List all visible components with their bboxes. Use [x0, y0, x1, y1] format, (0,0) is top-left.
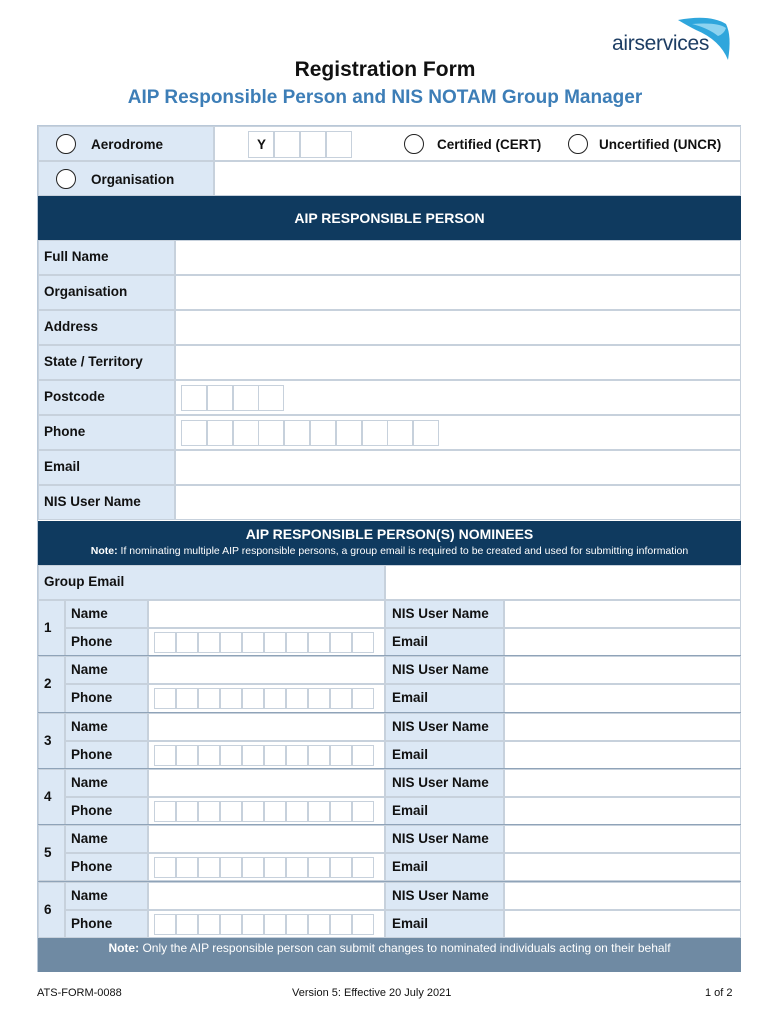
- page-subtitle: AIP Responsible Person and NIS NOTAM Group Manager: [127, 87, 643, 108]
- phone-digit-box[interactable]: [362, 420, 388, 446]
- nominee-name-field[interactable]: [148, 825, 385, 853]
- nominee-nis-label: NIS User Name: [392, 606, 489, 621]
- page-title: Registration Form: [294, 58, 476, 81]
- phone-digit-box[interactable]: [387, 420, 413, 446]
- nominees-note-bold: Note:: [90, 545, 118, 557]
- nominee-phone-digit-box[interactable]: [308, 801, 330, 822]
- nominee-phone-digit-box[interactable]: [330, 632, 352, 653]
- nominee-phone-digit-box[interactable]: [308, 632, 330, 653]
- nominee-phone-digit-box[interactable]: [286, 857, 308, 878]
- nominee-phone-digit-box[interactable]: [198, 801, 220, 822]
- nominee-phone-digit-box[interactable]: [264, 632, 286, 653]
- phone-digit-box[interactable]: [258, 420, 284, 446]
- nominee-phone-digit-box[interactable]: [352, 914, 374, 935]
- nominee-email-label: Email: [392, 690, 429, 706]
- nominee-separator: [38, 655, 741, 656]
- nominee-phone-label: Phone: [71, 915, 113, 931]
- nominee-phone-digit-box[interactable]: [198, 632, 220, 653]
- nominee-nis-label: NIS User Name: [392, 774, 489, 790]
- nominee-phone-digit-box[interactable]: [286, 801, 308, 822]
- nominee-name-field[interactable]: [148, 600, 385, 628]
- nominee-phone-digit-box[interactable]: [242, 857, 264, 878]
- nominee-phone-digit-box[interactable]: [198, 857, 220, 878]
- logo-wordmark: airservices: [612, 32, 710, 55]
- nominee-nis-field[interactable]: [504, 656, 741, 684]
- nominee-phone-digit-box[interactable]: [330, 801, 352, 822]
- nominee-name-field[interactable]: [148, 713, 385, 741]
- state-territory-label: State / Territory: [44, 354, 143, 369]
- address-field[interactable]: [175, 310, 741, 345]
- nominee-separator: [38, 881, 741, 882]
- nominee-phone-digit-box[interactable]: [154, 801, 176, 822]
- nominee-email-field[interactable]: [504, 684, 741, 712]
- nominee-number: 2: [44, 676, 52, 692]
- phone-digit-box[interactable]: [181, 420, 207, 446]
- nominee-number: 1: [44, 620, 52, 635]
- nominee-phone-digit-box[interactable]: [308, 688, 330, 709]
- nominee-nis-label: NIS User Name: [392, 831, 489, 847]
- bottom-note: [38, 938, 741, 972]
- email-field[interactable]: [175, 450, 741, 485]
- postcode-digit-box[interactable]: [181, 385, 207, 411]
- nominees-note-text: If nominating multiple AIP responsible persons, a group email is required to be created and used for submitting information: [117, 545, 689, 557]
- nominee-number: 3: [44, 732, 52, 748]
- bottom-note-text: Only the AIP responsible person can submit changes to nominated individuals acting on their behalf: [139, 941, 671, 955]
- nominee-name-label: Name: [71, 887, 108, 903]
- nis-user-name-label: NIS User Name: [44, 494, 141, 509]
- nominee-phone-digit-box[interactable]: [198, 688, 220, 709]
- nominee-phone-digit-box[interactable]: [286, 688, 308, 709]
- nominee-nis-label: NIS User Name: [392, 718, 489, 734]
- nominee-nis-field[interactable]: [504, 769, 741, 797]
- nominee-phone-digit-box[interactable]: [330, 857, 352, 878]
- nominee-nis-label: NIS User Name: [392, 662, 489, 678]
- nominee-phone-digit-box[interactable]: [176, 632, 198, 653]
- nominee-number: 4: [44, 788, 52, 804]
- nominee-phone-digit-box[interactable]: [286, 914, 308, 935]
- phone-digit-box[interactable]: [233, 420, 259, 446]
- nominee-phone-digit-box[interactable]: [308, 745, 330, 766]
- aerodrome-label: Aerodrome: [91, 137, 164, 152]
- code-char-box[interactable]: [300, 131, 326, 158]
- full-name-field[interactable]: [175, 240, 741, 275]
- nominee-email-label: Email: [392, 915, 429, 931]
- nominee-phone-digit-box[interactable]: [220, 688, 242, 709]
- nominee-phone-digit-box[interactable]: [176, 914, 198, 935]
- nominee-phone-digit-box[interactable]: [198, 914, 220, 935]
- version-text: Version 5: Effective 20 July 2021: [292, 987, 452, 999]
- nominee-phone-digit-box[interactable]: [352, 688, 374, 709]
- nominee-phone-digit-box[interactable]: [242, 914, 264, 935]
- nominee-name-field[interactable]: [148, 656, 385, 684]
- nominee-phone-digit-box[interactable]: [154, 857, 176, 878]
- nominee-phone-digit-box[interactable]: [220, 801, 242, 822]
- nominee-phone-digit-box[interactable]: [308, 914, 330, 935]
- section-header-responsible-person: AIP RESPONSIBLE PERSON: [38, 196, 741, 240]
- full-name-label: Full Name: [44, 249, 109, 264]
- nominee-phone-digit-box[interactable]: [198, 745, 220, 766]
- nominee-phone-digit-box[interactable]: [176, 688, 198, 709]
- nominee-phone-digit-box[interactable]: [330, 914, 352, 935]
- certified-radio[interactable]: [404, 134, 424, 154]
- nominee-nis-field[interactable]: [504, 713, 741, 741]
- nominees-note: [38, 545, 741, 557]
- nominee-phone-digit-box[interactable]: [176, 857, 198, 878]
- nominee-phone-label: Phone: [71, 634, 113, 649]
- nominee-phone-label: Phone: [71, 859, 113, 875]
- nominee-name-label: Name: [71, 831, 108, 847]
- uncertified-radio[interactable]: [568, 134, 588, 154]
- nominee-email-field[interactable]: [504, 910, 741, 938]
- nominee-phone-digit-box[interactable]: [264, 914, 286, 935]
- nominee-phone-digit-box[interactable]: [242, 688, 264, 709]
- nominee-phone-digit-box[interactable]: [220, 745, 242, 766]
- nominee-phone-digit-box[interactable]: [264, 688, 286, 709]
- organisation-field[interactable]: [175, 275, 741, 310]
- nominee-phone-label: Phone: [71, 802, 113, 818]
- uncertified-label: Uncertified (UNCR): [599, 137, 722, 152]
- nominee-phone-digit-box[interactable]: [176, 745, 198, 766]
- nominee-phone-digit-box[interactable]: [154, 745, 176, 766]
- nominee-phone-digit-box[interactable]: [286, 632, 308, 653]
- phone-digit-box[interactable]: [310, 420, 336, 446]
- nominee-name-field[interactable]: [148, 882, 385, 910]
- nominee-name-label: Name: [71, 718, 108, 734]
- nominee-phone-digit-box[interactable]: [264, 857, 286, 878]
- nominee-separator: [38, 768, 741, 769]
- organisation-label: Organisation: [44, 284, 128, 299]
- address-label: Address: [44, 319, 99, 334]
- page-number: 1 of 2: [705, 987, 733, 999]
- postcode-digit-box[interactable]: [258, 385, 284, 411]
- nominee-name-label: Name: [71, 774, 108, 790]
- code-prefix: Y: [257, 137, 267, 152]
- nominee-phone-digit-box[interactable]: [352, 801, 374, 822]
- nominee-nis-label: NIS User Name: [392, 887, 489, 903]
- nis-user-name-field[interactable]: [175, 485, 741, 520]
- nominee-name-label: Name: [71, 662, 108, 678]
- nominee-separator: [38, 824, 741, 825]
- postcode-digit-box[interactable]: [233, 385, 259, 411]
- nominee-phone-digit-box[interactable]: [242, 801, 264, 822]
- nominee-phone-digit-box[interactable]: [176, 801, 198, 822]
- nominee-phone-digit-box[interactable]: [220, 857, 242, 878]
- nominee-email-label: Email: [392, 859, 429, 875]
- nominee-phone-digit-box[interactable]: [308, 857, 330, 878]
- code-char-box[interactable]: [274, 131, 300, 158]
- nominee-phone-digit-box[interactable]: [352, 632, 374, 653]
- nominee-phone-digit-box[interactable]: [220, 914, 242, 935]
- nominee-phone-digit-box[interactable]: [242, 745, 264, 766]
- nominee-nis-field[interactable]: [504, 882, 741, 910]
- nominee-number: 5: [44, 845, 52, 861]
- nominee-email-field[interactable]: [504, 628, 741, 656]
- form-frame: [37, 125, 741, 972]
- postcode-digit-box[interactable]: [207, 385, 233, 411]
- airservices-logo: [600, 14, 740, 62]
- nominee-phone-digit-box[interactable]: [264, 745, 286, 766]
- nominee-phone-label: Phone: [71, 690, 113, 706]
- nominee-phone-label: Phone: [71, 746, 113, 762]
- organisation-type-field[interactable]: [214, 161, 741, 196]
- nominee-nis-field[interactable]: [504, 825, 741, 853]
- group-email-field[interactable]: [385, 565, 741, 600]
- organisation-type-label: Organisation: [91, 172, 175, 187]
- nominee-phone-digit-box[interactable]: [352, 745, 374, 766]
- group-email-label: Group Email: [44, 574, 125, 589]
- form-id: ATS-FORM-0088: [37, 987, 122, 999]
- phone-digit-box[interactable]: [413, 420, 439, 446]
- nominee-email-field[interactable]: [504, 797, 741, 825]
- nominee-email-field[interactable]: [504, 853, 741, 881]
- certified-label: Certified (CERT): [437, 137, 542, 152]
- phone-digit-box[interactable]: [336, 420, 362, 446]
- phone-label: Phone: [44, 424, 86, 439]
- nominee-name-label: Name: [71, 606, 108, 621]
- nominee-email-field[interactable]: [504, 741, 741, 769]
- aerodrome-radio[interactable]: [56, 134, 76, 154]
- section-header-nominees: [38, 521, 741, 565]
- postcode-label: Postcode: [44, 389, 105, 404]
- code-char-box[interactable]: [326, 131, 352, 158]
- nominee-phone-digit-box[interactable]: [352, 857, 374, 878]
- nominee-phone-digit-box[interactable]: [242, 632, 264, 653]
- nominees-title: AIP RESPONSIBLE PERSON(S) NOMINEES: [245, 526, 534, 542]
- email-label: Email: [44, 459, 81, 474]
- state-territory-field[interactable]: [175, 345, 741, 380]
- nominee-phone-digit-box[interactable]: [154, 632, 176, 653]
- organisation-radio[interactable]: [56, 169, 76, 189]
- nominee-separator: [38, 712, 741, 713]
- nominee-email-label: Email: [392, 634, 429, 649]
- nominee-phone-digit-box[interactable]: [330, 745, 352, 766]
- nominee-phone-digit-box[interactable]: [286, 745, 308, 766]
- nominee-number: 6: [44, 901, 52, 917]
- phone-digit-box[interactable]: [284, 420, 310, 446]
- nominee-phone-digit-box[interactable]: [154, 914, 176, 935]
- phone-digit-box[interactable]: [207, 420, 233, 446]
- nominee-phone-digit-box[interactable]: [264, 801, 286, 822]
- nominee-email-label: Email: [392, 802, 429, 818]
- nominee-name-field[interactable]: [148, 769, 385, 797]
- bottom-note-bold: Note:: [108, 941, 140, 955]
- nominee-phone-digit-box[interactable]: [220, 632, 242, 653]
- nominee-email-label: Email: [392, 746, 429, 762]
- nominee-nis-field[interactable]: [504, 600, 741, 628]
- nominee-phone-digit-box[interactable]: [330, 688, 352, 709]
- nominee-phone-digit-box[interactable]: [154, 688, 176, 709]
